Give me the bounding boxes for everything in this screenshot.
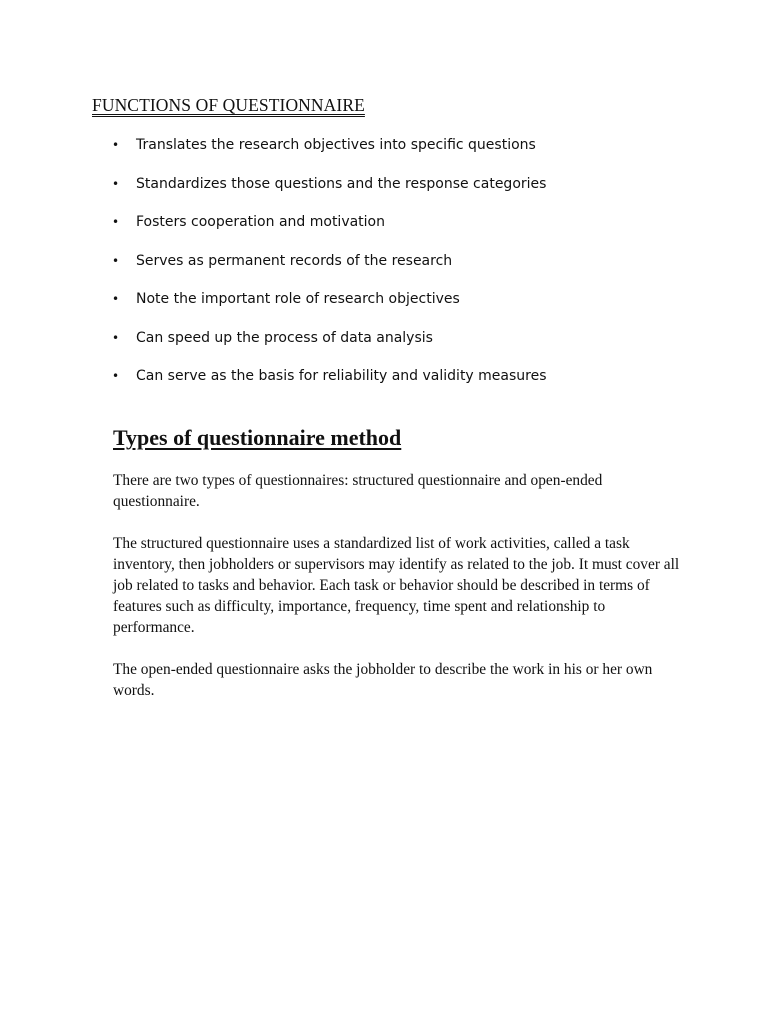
functions-bullet-list [112, 133, 547, 403]
bullet-item: • Fosters cooperation and motivation [112, 210, 547, 234]
bullet-item: • Serves as permanent records of the research [112, 249, 547, 273]
structured-questionnaire-paragraph: The structured questionnaire uses a standardized list of work activities, called a task inventory, then jobholders or supervisors may identify as related to the job. It must cover all job related to tasks and behavior. Each task or behavior should be described in terms of features such as difficulty, importance, frequency, time spent and relationship to performance. [113, 535, 680, 636]
open-ended-questionnaire-paragraph: The open-ended questionnaire asks the jobholder to describe the work in his or her own words. [113, 661, 653, 699]
types-intro-paragraph: There are two types of questionnaires: structured questionnaire and open-ended questionnaire. [113, 472, 603, 510]
bullet-item: • Translates the research objectives into specific questions [112, 133, 547, 157]
bullet-item: • Standardizes those questions and the response categories [112, 172, 547, 196]
functions-title: FUNCTIONS OF QUESTIONNAIRE [92, 95, 365, 115]
bullet-item: • Can speed up the process of data analysis [112, 326, 547, 350]
bullet-item: • Note the important role of research objectives [112, 287, 547, 311]
bullet-item: • Can serve as the basis for reliability and validity measures [112, 364, 547, 388]
types-heading: Types of questionnaire method [113, 425, 402, 450]
